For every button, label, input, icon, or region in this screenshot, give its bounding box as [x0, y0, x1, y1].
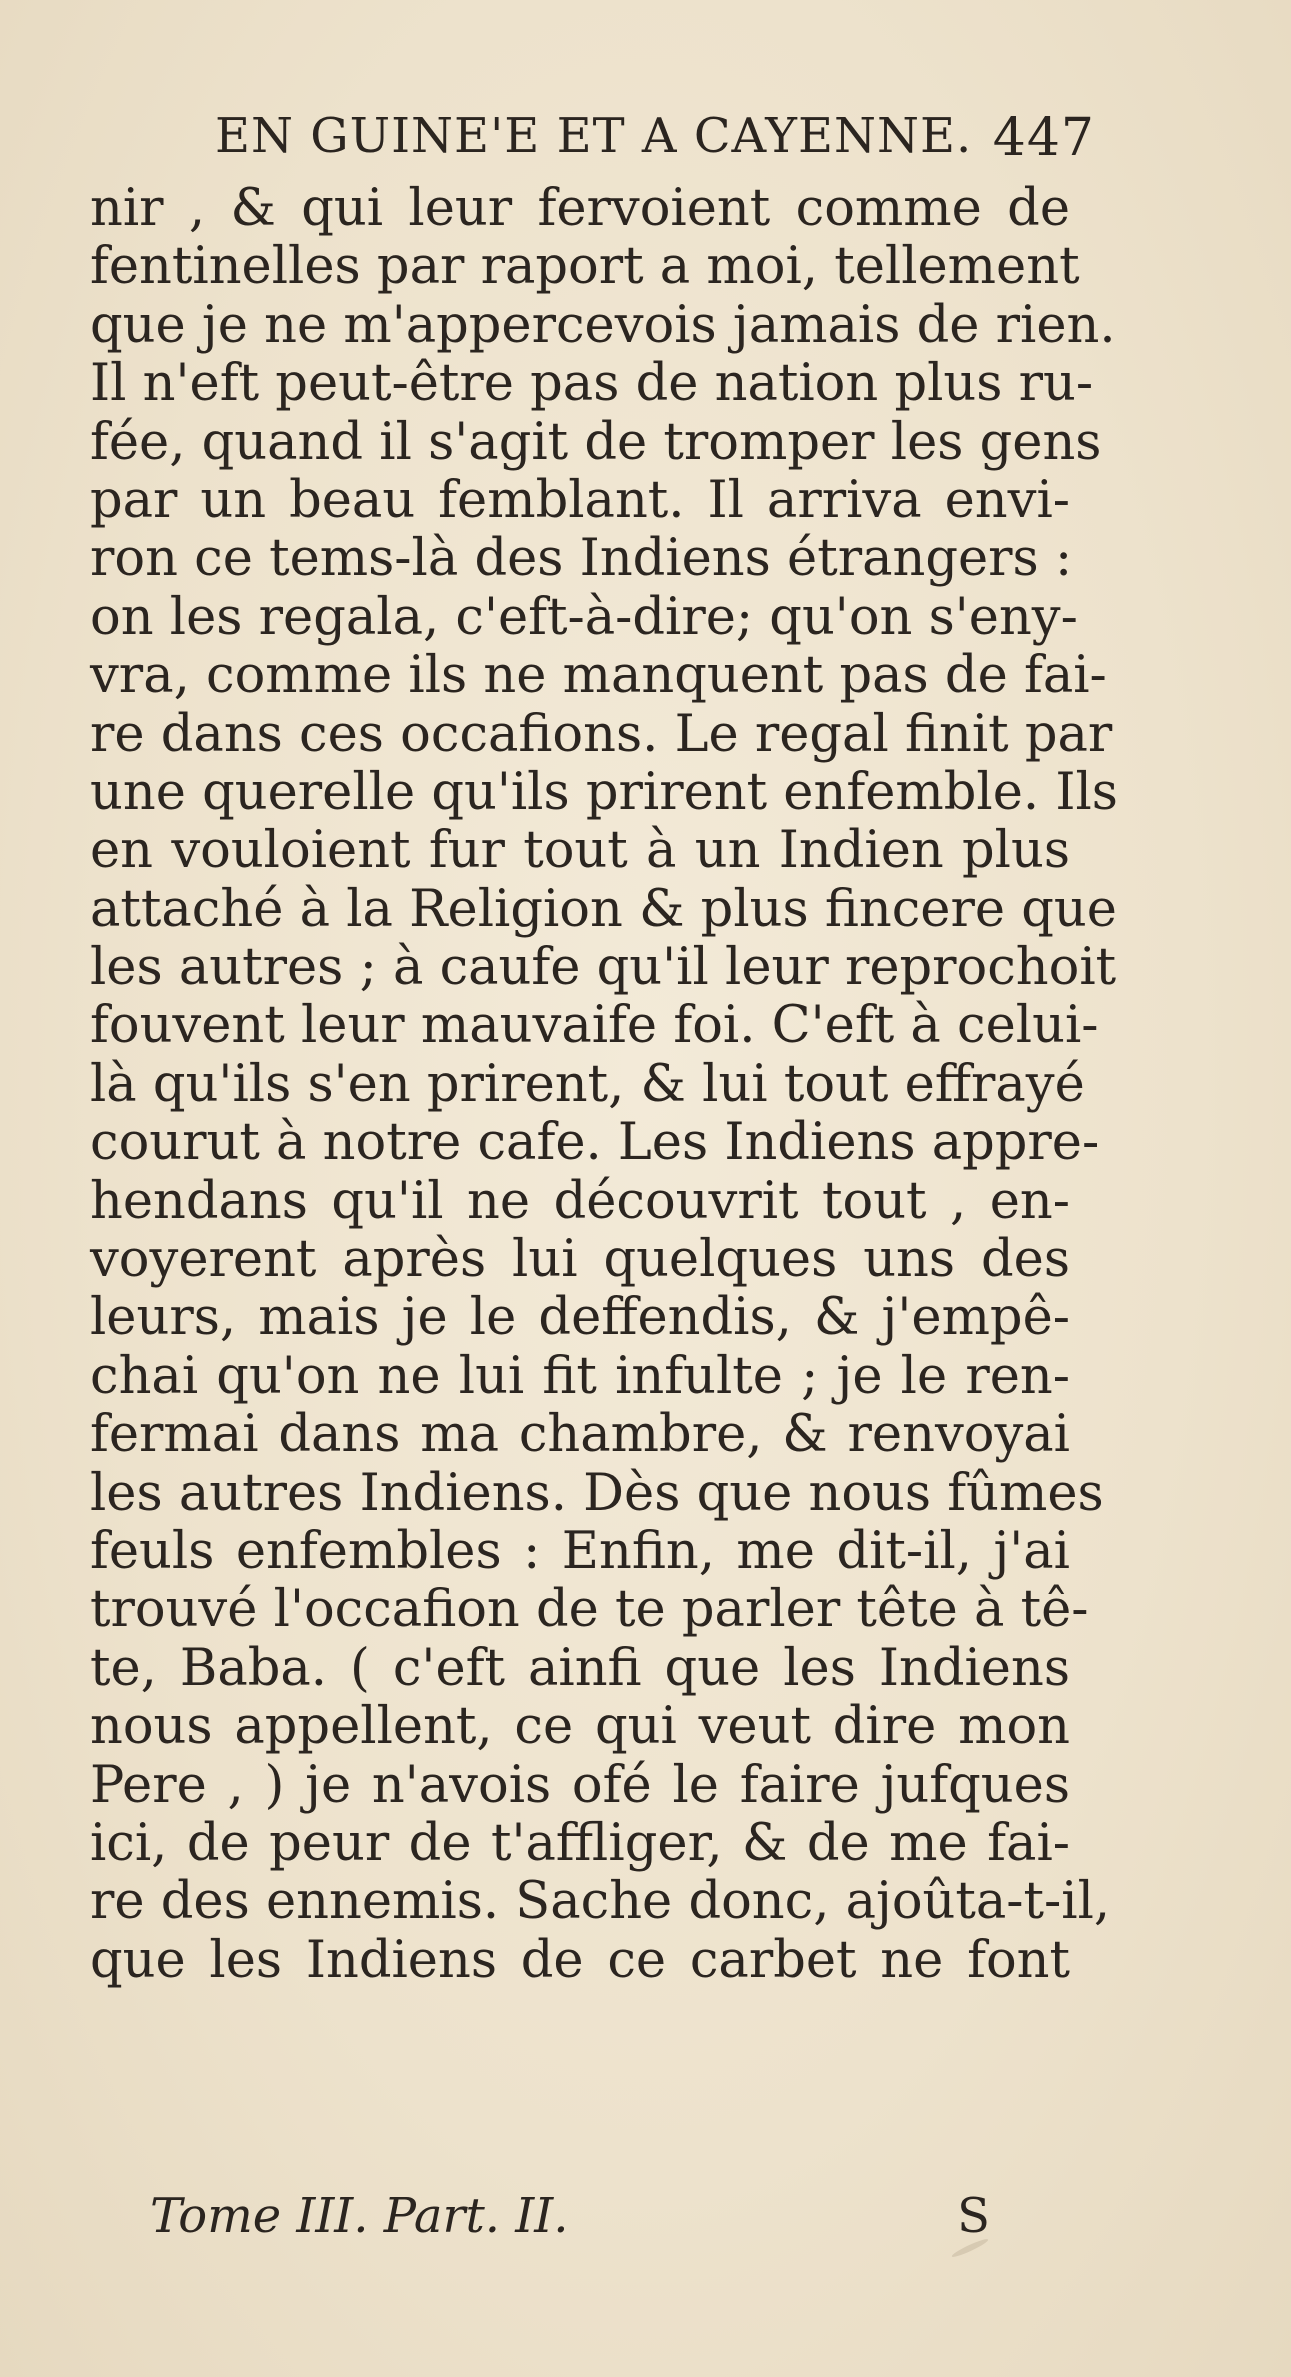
text-line: par un beau femblant. Il arriva envi- [90, 470, 1070, 530]
text-line: hendans qu'il ne découvrit tout , en- [90, 1171, 1070, 1231]
text-line: trouvé l'occafion de te parler tête à tê- [90, 1580, 1089, 1640]
text-line: là qu'ils s'en prirent, & lui tout effrayé [90, 1054, 1085, 1114]
text-line: ron ce tems-là des Indiens étrangers : [90, 529, 1073, 589]
text-line: que je ne m'appercevois jamais de rien. [90, 295, 1116, 355]
text-line: que les Indiens de ce carbet ne font [90, 1930, 1070, 1990]
text-line: une querelle qu'ils prirent enfemble. Ils [90, 762, 1118, 822]
text-line: voyerent après lui quelques uns des [90, 1230, 1070, 1290]
body-text [90, 179, 1118, 1990]
text-line: attaché à la Religion & plus fincere que [90, 879, 1117, 939]
text-line: te, Baba. ( c'eft ainfi que les Indiens [90, 1638, 1070, 1698]
text-line: les autres Indiens. Dès que nous fûmes [90, 1463, 1104, 1523]
text-line: Il n'eft peut-être pas de nation plus ru- [90, 354, 1094, 414]
text-line: re des ennemis. Sache donc, ajoûta-t-il, [90, 1872, 1111, 1932]
text-line: fée, quand il s'agit de tromper les gens [90, 412, 1102, 472]
text-line: ici, de peur de t'affliger, & de me fai- [90, 1813, 1070, 1873]
text-line: nir , & qui leur fervoient comme de [90, 179, 1070, 238]
page-number: 447 [992, 108, 1095, 168]
volume-label: Tome III. Part. II. [150, 2188, 569, 2244]
text-line: nous appellent, ce qui veut dire mon [90, 1697, 1070, 1757]
text-line: courut à notre cafe. Les Indiens appre- [90, 1113, 1100, 1173]
text-line: feuls enfembles : Enfin, me dit-il, j'ai [90, 1521, 1070, 1581]
text-line: les autres ; à caufe qu'il leur reprochoit [90, 938, 1117, 998]
text-line: Pere , ) je n'avois ofé le faire jufques [90, 1755, 1070, 1815]
text-line: fouvent leur mauvaife foi. C'eft à celui- [90, 996, 1099, 1056]
text-line: leurs, mais je le deffendis, & j'empê- [90, 1288, 1070, 1348]
text-line: en vouloient fur tout à un Indien plus [90, 821, 1070, 881]
text-line: on les regala, c'eft-à-dire; qu'on s'eny- [90, 587, 1078, 647]
signature-mark: S [957, 2188, 990, 2244]
text-line: re dans ces occafions. Le regal finit par [90, 704, 1113, 764]
running-title: EN GUINE'E ET A CAYENNE. [215, 108, 973, 164]
text-line: fermai dans ma chambre, & renvoyai [90, 1405, 1070, 1465]
page-footer [150, 2188, 990, 2258]
text-line: fentinelles par raport a moi, tellement [90, 237, 1080, 297]
page-header [215, 108, 1095, 188]
text-line: chai qu'on ne lui fit infulte ; je le ren- [90, 1346, 1070, 1406]
text-line: vra, comme ils ne manquent pas de fai- [90, 646, 1107, 706]
